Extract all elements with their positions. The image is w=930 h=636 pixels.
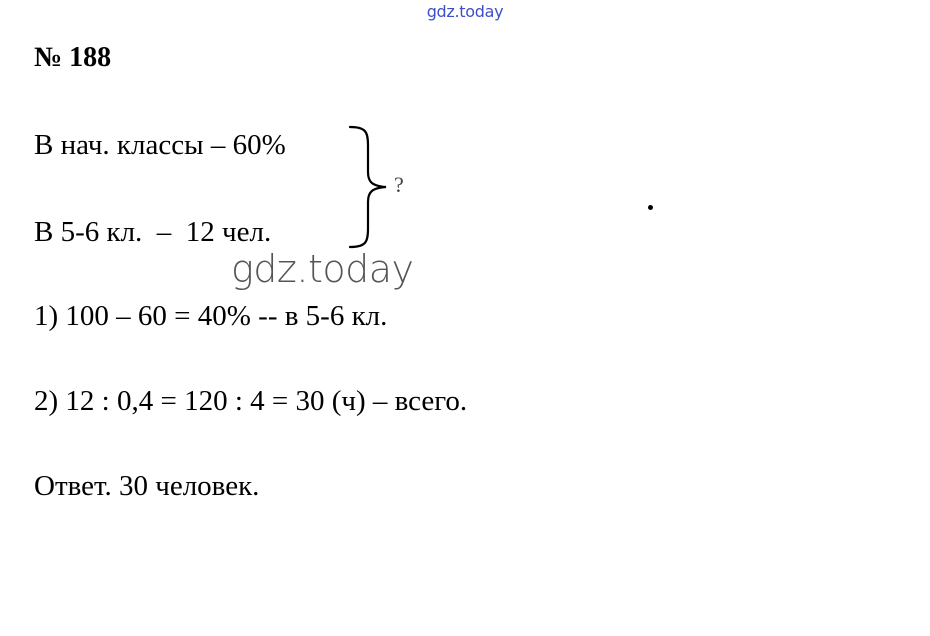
solution-step-1: 1) 100 – 60 = 40% -- в 5-6 кл.	[34, 300, 388, 332]
stray-dot	[648, 205, 653, 210]
watermark-middle: gdz.today	[231, 247, 414, 291]
right-curly-brace-icon	[346, 124, 396, 250]
watermark-top: gdz.today	[426, 2, 504, 21]
given-line-grades-5-6: В 5-6 кл. – 12 чел.	[34, 216, 272, 248]
solution-step-2: 2) 12 : 0,4 = 120 : 4 = 30 (ч) – всего.	[34, 385, 468, 417]
question-mark: ?	[394, 172, 404, 197]
given-line-primary-classes: В нач. классы – 60%	[34, 129, 286, 161]
problem-number: № 188	[34, 42, 112, 73]
answer-line: Ответ. 30 человек.	[34, 470, 260, 502]
